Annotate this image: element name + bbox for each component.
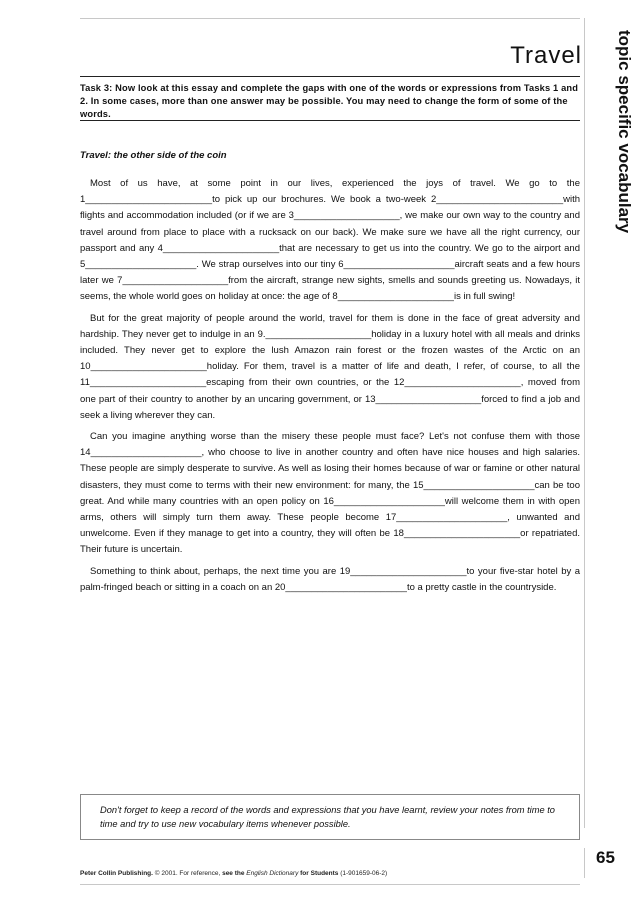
side-section-label: topic specific vocabulary [615, 30, 634, 234]
task-instructions: Task 3: Now look at this essay and complete the gaps with one of the words or expressions from Tasks 1 and 2. In some cases, more than one answer may be possible. You may need to change the form of some of the words. [80, 83, 579, 119]
margin-line-bottom [584, 848, 585, 878]
reminder-note: Don't forget to keep a record of the words and expressions that you have learnt, review your notes from time to time and try to use new vocabulary items whenever possible. [100, 805, 555, 829]
essay-body [80, 176, 580, 601]
essay-title: Travel: the other side of the coin [80, 150, 227, 161]
task-underline [80, 120, 580, 121]
bottom-rule [80, 884, 580, 885]
footer-copyright: © 2001. For reference, [154, 870, 221, 877]
footer-credit [80, 870, 387, 877]
title-rule [80, 76, 580, 77]
top-rule [80, 18, 580, 19]
margin-line [584, 18, 585, 828]
essay-paragraph: Most of us have, at some point in our lives, experienced the joys of travel. We go to the 1________________________to pick up our brochures. We book a two-week 2________________________with flights and accommodation included (or if we are 3____________________, we make our own way to the country and travel around from place to place with a rucksack on our back). We make sure we have all the right currency, our passport and any 4______________________that are necessary to get us into the country. We go to the airport and 5_____________________. We strap ourselves into our tiny 6_____________________aircraft seats and a few hours later we 7____________________from the aircraft, strange new sights, smells and sounds greeting us. Nowadays, it seems, the whole world goes on holiday at once: the age of 8______________________is in full swing! [80, 178, 580, 303]
essay-paragraph: Can you imagine anything worse than the misery these people must face? Let's not confuse them with those 14_____________________, who choose to live in another country and often have nice houses and high salaries. These people are simply desperate to survive. As well as losing their homes because of war or famine or other natural disasters, they must come to terms with their new environment: for many, the 15_____________________can be too great. And while many countries with an open policy on 16_____________________will welcome them in with open arms, others will simply turn them away. These people become 17_____________________, unwanted and unwelcome. Even if they manage to get into a country, they will often be 18______________________or repatriated. Their future is uncertain. [80, 431, 580, 556]
footer-publisher: Peter Collin Publishing. [80, 870, 153, 877]
essay-paragraph: Something to think about, perhaps, the next time you are 19______________________to your five-star hotel by a palm-fringed beach or sitting in a coach on an 20_______________________to a pretty castle in the countryside. [80, 565, 580, 593]
essay-paragraph: But for the great majority of people around the world, travel for them is done in the face of great adversity and hardship. They never get to indulge in an 9.____________________holiday in a luxury hotel with all meals and drinks included. They never get to explore the lush Amazon rain forest or the frozen wastes of the Arctic on an 10______________________holiday. For them, travel is a matter of life and death, I refer, of course, to all the 11______________________escaping from their own countries, or the 12______________________, moved from one part of their country to another by an uncaring government, or 13____________________forced to find a job and seek a living wherever they can. [80, 312, 580, 421]
page-number: 65 [596, 848, 615, 867]
footer-isbn: (1-901659-06-2) [340, 870, 388, 877]
footer-for-students: for Students [300, 870, 339, 877]
page-title: Travel [510, 42, 582, 69]
footer-dictionary: English Dictionary [246, 870, 299, 877]
footer-see-the: see the [222, 870, 245, 877]
